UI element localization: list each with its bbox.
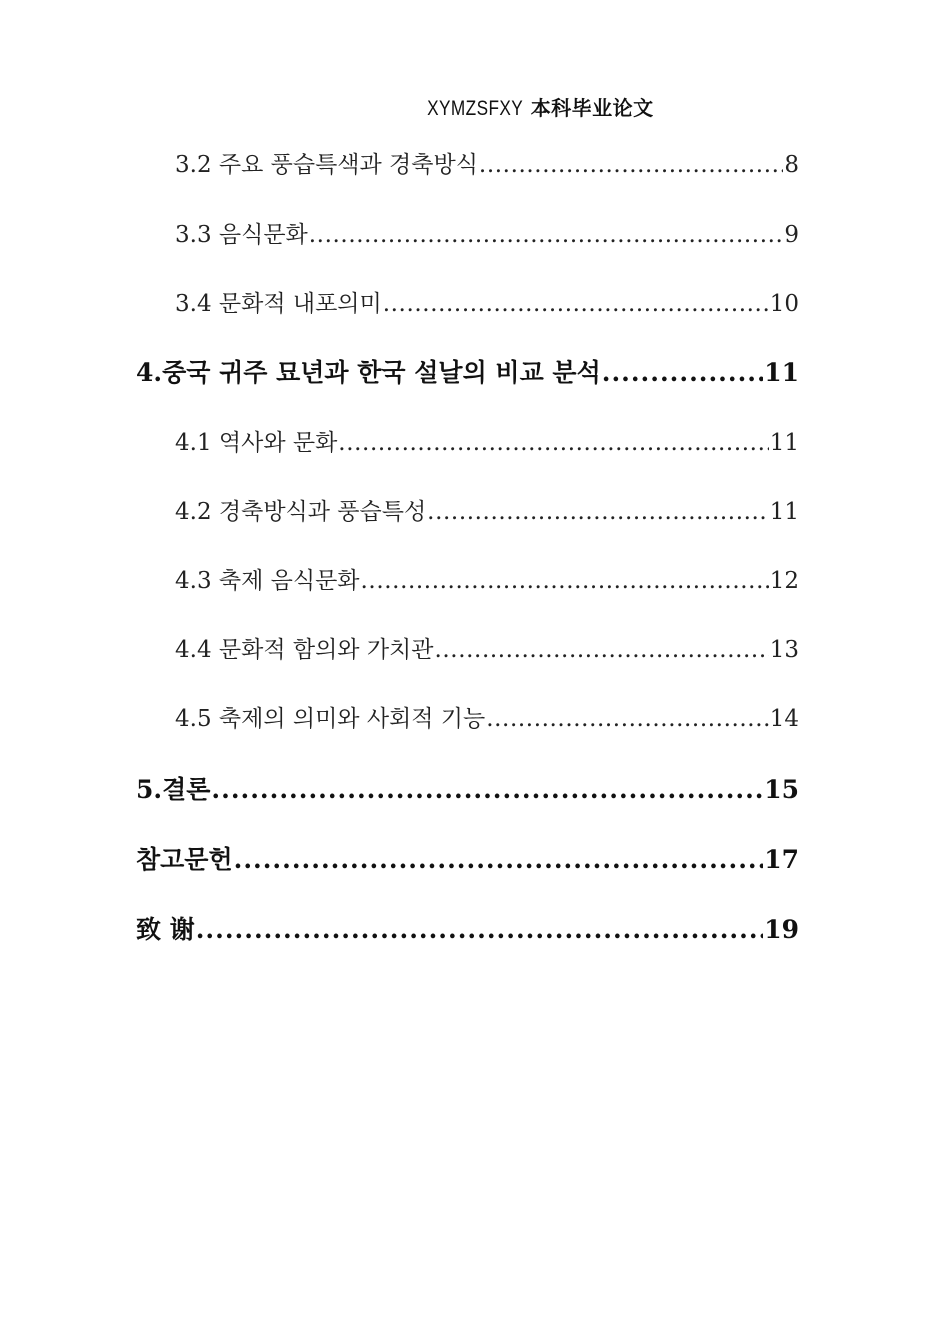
toc-entry-page: 12 [769,568,799,594]
toc-entry-page: 10 [769,291,799,317]
toc-entry-4-2[interactable] [175,493,799,526]
dot-leader [602,358,763,387]
toc-entry-3-2[interactable] [175,146,799,179]
toc-entry-title: 4.2 경축방식과 풍습특성 [175,499,427,525]
toc-entry-title: 4.중국 귀주 묘년과 한국 설날의 비교 분석 [136,358,601,387]
dot-leader [479,152,783,178]
toc-entry-page: 15 [764,775,799,804]
dot-leader [234,845,764,874]
toc-entry-title: 3.3 음식문화 [175,222,308,248]
dot-leader [309,222,784,248]
toc-entry-3-4[interactable] [175,285,799,318]
toc-entry-page: 8 [784,152,799,178]
toc-entry-page: 11 [764,358,799,387]
toc-entry-page: 19 [764,915,799,944]
dot-leader [361,568,769,594]
toc-entry-page: 14 [769,706,799,732]
dot-leader [383,291,769,317]
toc-entry-5[interactable] [136,770,799,806]
header-code: XYMZSFXY [427,97,524,120]
toc-entry-3-3[interactable] [175,216,799,249]
toc-entry-references[interactable] [136,840,799,876]
toc-entry-title: 4.4 문화적 함의와 가치관 [175,637,434,663]
toc-entry-page: 11 [769,499,799,525]
toc-entry-title: 4.3 축제 음식문화 [175,568,360,594]
toc-entry-title: 5.결론 [136,775,211,804]
toc-entry-4[interactable] [136,353,799,389]
toc-entry-4-1[interactable] [175,424,799,457]
toc-entry-title: 참고문헌 [136,845,233,874]
dot-leader [434,637,768,663]
toc-entry-title: 3.4 문화적 내포의미 [175,291,382,317]
toc-entry-page: 9 [784,222,799,248]
toc-entry-title: 4.1 역사와 문화 [175,430,338,456]
dot-leader [338,430,768,456]
toc-entry-4-5[interactable] [175,700,799,733]
toc-entry-acknowledgements[interactable] [136,910,799,946]
toc-entry-title: 4.5 축제의 의미와 사회적 기능 [175,706,486,732]
toc-entry-title: 致 谢 [136,915,195,944]
header-label: 本科毕业论文 [530,96,654,120]
toc-entry-page: 17 [764,845,799,874]
toc-entry-4-3[interactable] [175,562,799,595]
dot-leader [196,915,763,944]
dot-leader [427,499,769,525]
toc-entry-page: 13 [769,637,799,663]
toc-entry-4-4[interactable] [175,631,799,664]
toc-entry-title: 3.2 주요 풍습특색과 경축방식 [175,152,478,178]
dot-leader [211,775,763,804]
dot-leader [486,706,768,732]
toc-entry-page: 11 [769,430,799,456]
